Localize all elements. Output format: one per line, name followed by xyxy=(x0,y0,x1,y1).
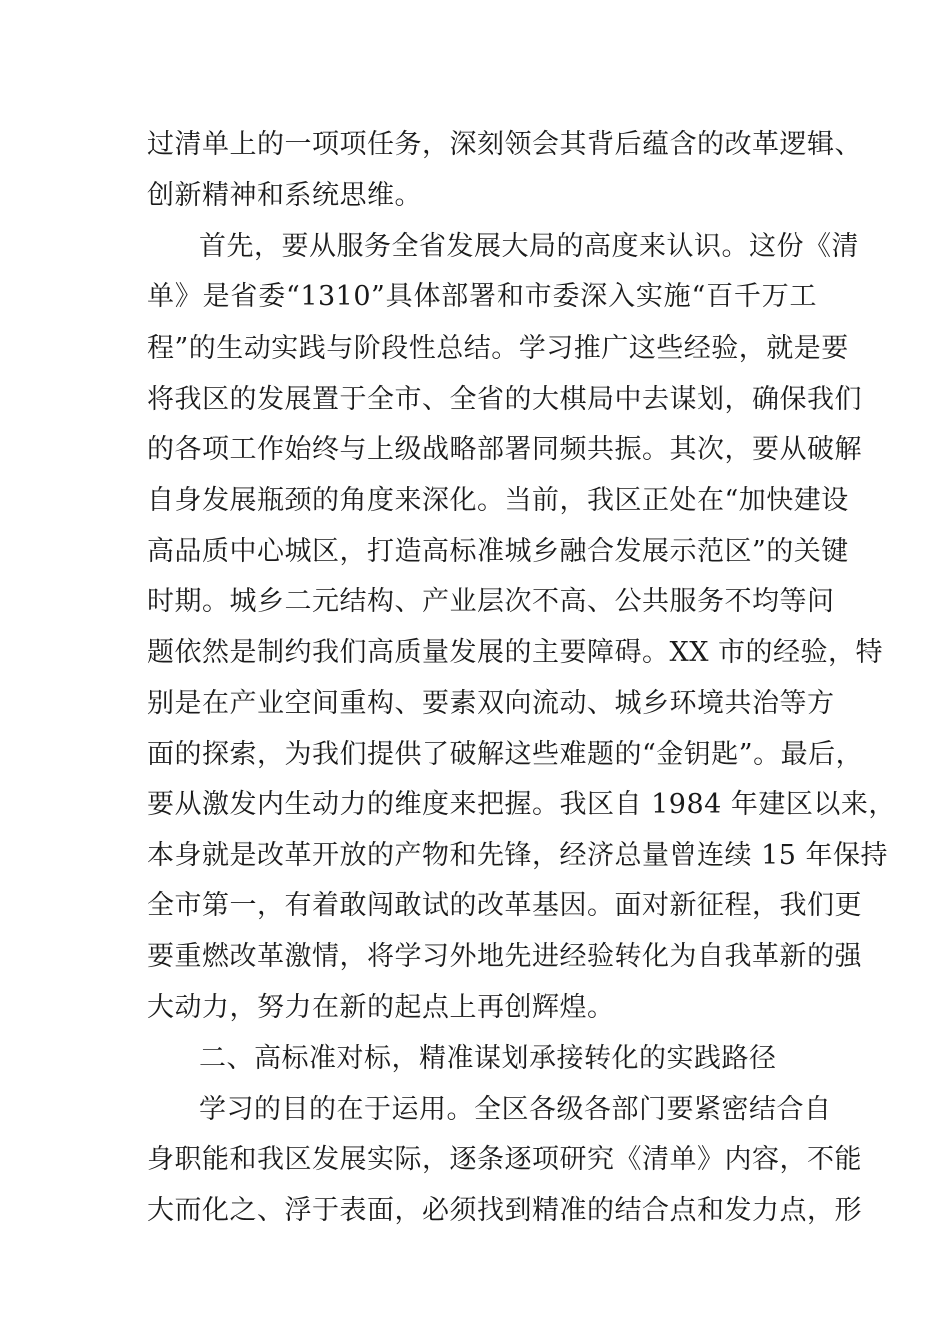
text-line: 身职能和我区发展实际，逐条逐项研究《清单》内容，不能 xyxy=(147,1144,862,1175)
text-line: 的各项工作始终与上级战略部署同频共振。其次，要从破解 xyxy=(147,434,862,465)
section-heading: 二、高标准对标，精准谋划承接转化的实践路径 xyxy=(199,1043,777,1074)
text-line: 题依然是制约我们高质量发展的主要障碍。XX 市的经验，特 xyxy=(147,637,884,668)
text-line: 面的探索，为我们提供了破解这些难题的“金钥匙”。最后， xyxy=(147,739,864,770)
text-line: 大动力，努力在新的起点上再创辉煌。 xyxy=(147,992,615,1023)
text-line: 创新精神和系统思维。 xyxy=(147,180,422,211)
text-line: 时期。城乡二元结构、产业层次不高、公共服务不均等问 xyxy=(147,586,835,617)
text-line: 高品质中心城区，打造高标准城乡融合发展示范区”的关键 xyxy=(147,536,849,567)
text-line: 自身发展瓶颈的角度来深化。当前，我区正处在“加快建设 xyxy=(147,485,849,516)
text-line: 本身就是改革开放的产物和先锋，经济总量曾连续 15 年保持 xyxy=(147,840,889,871)
text-line: 学习的目的在于运用。全区各级各部门要紧密结合自 xyxy=(199,1094,832,1125)
text-line: 全市第一，有着敢闯敢试的改革基因。面对新征程，我们更 xyxy=(147,890,862,921)
text-line: 程”的生动实践与阶段性总结。学习推广这些经验，就是要 xyxy=(147,333,849,364)
text-line: 过清单上的一项项任务，深刻领会其背后蕴含的改革逻辑、 xyxy=(147,129,862,160)
text-line: 要重燃改革激情，将学习外地先进经验转化为自我革新的强 xyxy=(147,941,862,972)
text-line: 单》是省委“1310”具体部署和市委深入实施“百千万工 xyxy=(147,281,817,312)
text-line: 别是在产业空间重构、要素双向流动、城乡环境共治等方 xyxy=(147,688,835,719)
text-line: 首先，要从服务全省发展大局的高度来认识。这份《清 xyxy=(199,231,859,262)
text-line: 大而化之、浮于表面，必须找到精准的结合点和发力点，形 xyxy=(147,1195,862,1226)
text-line: 要从激发内生动力的维度来把握。我区自 1984 年建区以来， xyxy=(147,789,896,820)
text-line: 将我区的发展置于全市、全省的大棋局中去谋划，确保我们 xyxy=(147,384,862,415)
